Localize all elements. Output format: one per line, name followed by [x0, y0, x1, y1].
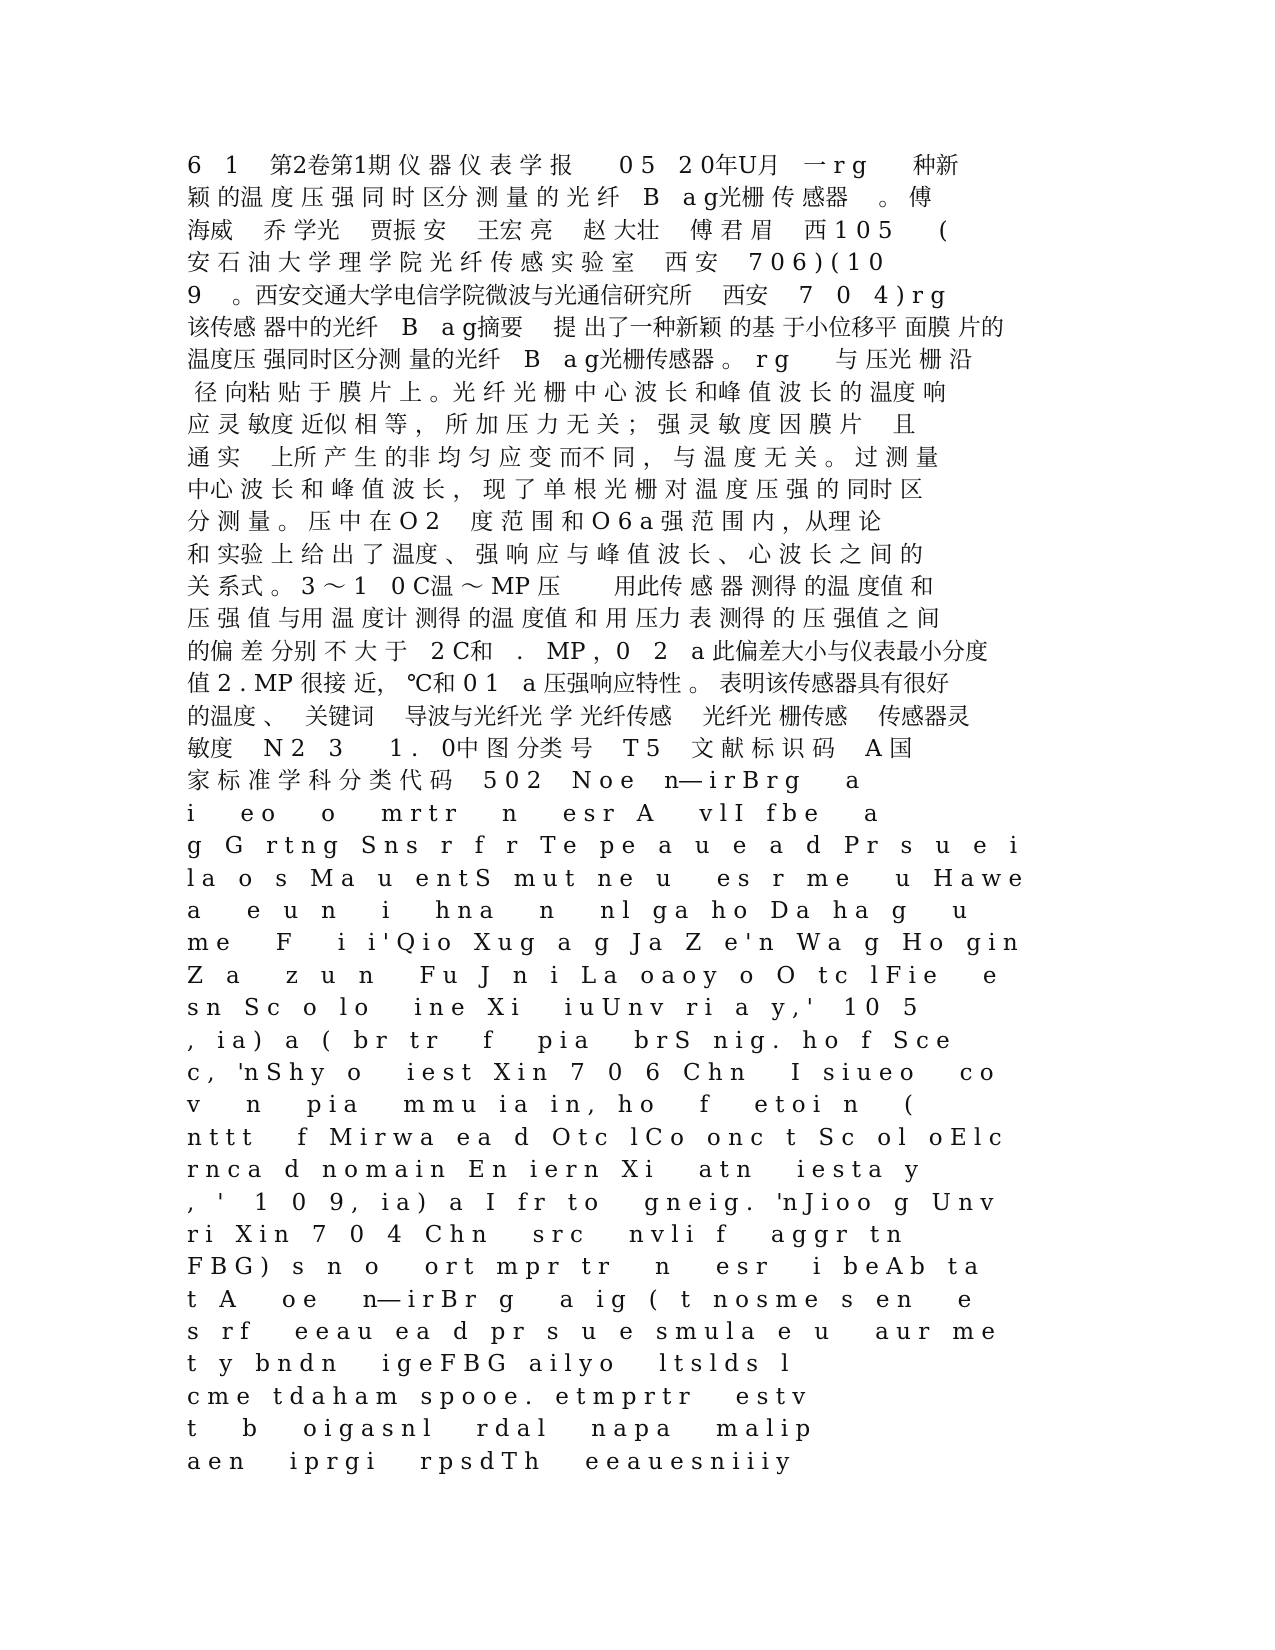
text-line: g G r t n g S n s r f r T e p e a u e a d P r s u e i [187, 833, 1018, 860]
text-line: 压 强 值 与用 温 度计 测得 的温 度值 和 用 压力 表 测得 的 压 强值 之 间 [187, 606, 940, 633]
text-line: 的温度 、 关键词 导波与光纤光 学 光纤传感 光纤光 栅传感 传感器灵 [187, 703, 970, 730]
text-line: t A o e n― i r B r g a i g ( t n o s m e s e n e [187, 1286, 972, 1313]
text-line: 和 实验 上 给 出 了 温度 、 强 响 应 与 峰 值 波 长 、 心 波 长 之 间 的 [187, 541, 923, 568]
text-line: m e F i i ' Q i o X u g a g J a Z e ' n W a g H o g i n [187, 930, 1018, 957]
text-line: i e o o m r t r n e s r A v l I f b e a [187, 800, 878, 827]
text-line: 的偏 差 分别 不 大 于 2 C和 . MP ，0 2 a 此偏差大小与仪表最小分度 [187, 638, 989, 665]
text-line: 9 。西安交通大学电信学院微波与光通信研究所 西安 7 0 4 ) r g [187, 282, 946, 309]
text-line: 海威 乔 学光 贾振 安 王宏 亮 赵 大壮 傅 君 眉 西 1 0 5 ( [187, 217, 948, 244]
text-line: t y b n d n i g e F B G a i l y o l t s l d s l [187, 1351, 789, 1378]
text-line: r n c a d n o m a i n E n i e r n X i a t n i e s t a y [187, 1157, 918, 1184]
text-line: F B G ) s n o o r t m p r t r n e s r i b e A b t a [187, 1254, 979, 1281]
text-line: 关 系式 。 3 ～ 1 0 C温 ～ MP 压 用此传 感 器 测得 的温 度值 和 [187, 574, 934, 601]
text-line: c m e t d a h a m s p o o e . e t m p r t r e s t v [187, 1383, 806, 1410]
text-line: v n p i a m m u i a i n , h o f e t o i n ( [187, 1092, 914, 1119]
text-line: s n S c o l o i n e X i i u U n v r i a y , ' 1 0 5 [187, 995, 918, 1022]
text-line: , ' 1 0 9 , i a ) a I f r t o g n e i g . 'n J i o o g U n v [187, 1189, 994, 1216]
text-line: 分 测 量 。 压 中 在 O 2 度 范 围 和 O 6 a 强 范 围 内 ，从理 论 [187, 509, 882, 536]
text-line: n t t t f M i r w a e a d O t c l C o o n c t S c o l o E l c [187, 1124, 1002, 1151]
text-line: 家 标 准 学 科 分 类 代 码 5 0 2 N o e n― i r B r g a [187, 768, 860, 795]
text-line: 安 石 油 大 学 理 学 院 光 纤 传 感 实 验 室 西 安 7 0 6 ) ( 1 0 [187, 250, 884, 277]
text-line: 颖 的温 度 压 强 同 时 区分 测 量 的 光 纤 B a g光栅 传 感器 。 傅 [187, 185, 932, 212]
text-line: 通 实 上所 产 生 的非 均 匀 应 变 而不 同 ， 与 温 度 无 关 。 过 测 量 [187, 444, 939, 471]
text-line: 应 灵 敏度 近似 相 等 ， 所 加 压 力 无 关 ； 强 灵 敏 度 因 膜 片 且 [187, 412, 916, 439]
text-line: 值 2 . MP 很接 近， ℃和 0 1 a 压强响应特性 。 表明该传感器具有很好 [187, 671, 950, 698]
text-line: t b o i g a s n l r d a l n a p a m a l i p [187, 1416, 811, 1443]
text-line: 6 1 第2卷第1期 仪 器 仪 表 学 报 0 5 2 0年U月 一 r g 种新 [187, 153, 959, 179]
text-line: 温度压 强同时区分测 量的光纤 B a g光栅传感器 。 r g 与 压光 栅 沿 [187, 347, 973, 374]
text-line: c , 'n S h y o i e s t X i n 7 0 6 C h n I s i u e o c o [187, 1059, 994, 1086]
text-line: 径 向粘 贴 于 膜 片 上 。光 纤 光 栅 中 心 波 长 和峰 值 波 长 的 温度 响 [187, 379, 946, 406]
document-body [187, 150, 1247, 1478]
text-line: r i X i n 7 0 4 C h n s r c n v l i f a g g r t n [187, 1221, 902, 1248]
text-line: 该传感 器中的光纤 B a g摘要 提 出了一种新颖 的基 于小位移平 面膜 片的 [187, 314, 1004, 341]
text-line: s r f e e a u e a d p r s u e s m u l a e u a u r m e [187, 1319, 995, 1346]
text-line: a e n i p r g i r p s d T h e e a u e s n i i i y [187, 1448, 790, 1475]
text-line: l a o s M a u e n t S m u t n e u e s r m e u H a w e [187, 865, 1023, 892]
text-line: , i a ) a ( b r t r f p i a b r S n i g . h o f S c e [187, 1027, 950, 1054]
text-line: 中心 波 长 和 峰 值 波 长 ， 现 了 单 根 光 栅 对 温 度 压 强 的 同时 区 [187, 476, 923, 503]
text-line: a e u n i h n a n n l g a h o D a h a g u [187, 897, 968, 924]
text-line: Z a z u n F u J n i L a o a o y o O t c l F i e e [187, 962, 997, 989]
text-line: 敏度 N 2 3 1 . 0中 图 分类 号 T 5 文 献 标 识 码 A 国 [187, 736, 913, 763]
